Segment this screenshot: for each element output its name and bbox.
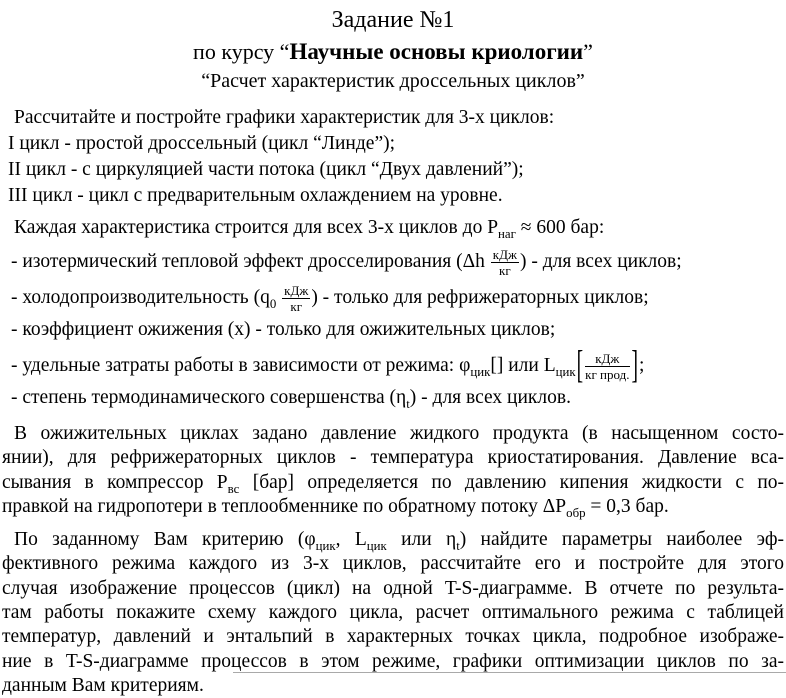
characteristic-item-isothermal: - изотермический тепловой эффект дросселирования (Δh $\frac{\text{кДж}}{кг}$ ) - для всех циклов; — [11, 247, 682, 278]
characteristic-item-liquefaction-coefficient: - коэффициент ожижения (x) - только для ожижительных циклов; — [11, 319, 556, 340]
paragraph-line: температур, давлений и энтальпий в характерных точках цикла, подробное изображе- — [2, 626, 784, 648]
characteristics-lead: Каждая характеристика строится для всех 3-х циклов до $P_{наг} \approx 600$ бар: — [14, 217, 605, 241]
document-title: Задание №1 — [331, 7, 455, 33]
paragraph-line: сывания в компрессор $P_{вс}$ [бар] определяется по давлению кипения жидкости с по- — [2, 471, 785, 496]
paragraph-liquefaction — [2, 422, 784, 519]
paragraph-line: В ожижительных циклах задано давление жидкого продукта (в насыщенном состо- — [14, 423, 784, 444]
paragraph-line: фективного режима каждого из 3-х циклов, рассчитайте его и постройте для этого — [2, 553, 784, 575]
paragraph-line: там работы покажите схему каждого цикла, расчет оптимального режима с таблицей — [2, 602, 784, 624]
task-intro-lead: Рассчитайте и постройте графики характеристик для 3-х циклов: — [14, 107, 555, 128]
characteristics-block — [2, 214, 784, 413]
paragraph-line: янии), для рефрижераторных циклов - температура криостатирования. Давление вса- — [2, 447, 784, 469]
document-subtitle: “Расчет характеристик дроссельных циклов” — [201, 70, 585, 92]
table-top-border-fragment — [233, 672, 786, 673]
paragraph-line: правкой на гидропотери в теплообменнике по обратному потоку $\Delta P_{обр} = 0,3$ бар. — [2, 495, 669, 520]
cycle-item-1: I цикл - простой дроссельный (цикл “Линде”); — [8, 133, 396, 154]
title-block — [2, 0, 784, 96]
cycle-item-2: II цикл - с циркуляцией части потока (цикл “Двух давлений”); — [8, 159, 524, 180]
task-intro-block — [2, 105, 784, 209]
course-title: по курсу “Научные основы криологии” — [193, 39, 593, 64]
paragraph-line: По заданному Вам критерию ($\varphi_{цик}$, $L_{цик}$ или $\eta_t$) найдите параметры наиболее эф- — [14, 529, 784, 554]
cycle-item-3: III цикл - цикл с предварительным охлаждением на уровне. — [8, 185, 503, 206]
characteristic-item-refrigeration: - холодопроизводительность ($q_0$ $\frac{\text{кДж}}{кг}$ ) - только для рефрижераторных циклов; — [11, 283, 649, 314]
paragraph-line: данным Вам критериям. — [2, 674, 204, 696]
characteristic-item-specific-work: - удельные затраты работы в зависимости от режима: $\varphi_{цик}[]$ или $L_{цик}$[ $\frac{\text{кДж}}{\text{кг прод.}}$ ]; — [11, 345, 645, 388]
characteristic-item-thermodynamic-perfection: - степень термодинамического совершенства $(\eta_t)$ - для всех циклов. — [11, 387, 571, 411]
paragraph-line: случая изображение процессов (цикл) на одной T-S-диаграмме. В отчете по результа- — [2, 577, 784, 599]
paragraph-line: ние в T-S-диаграмме процессов в этом режиме, графики оптимизации циклов по за- — [2, 650, 784, 672]
